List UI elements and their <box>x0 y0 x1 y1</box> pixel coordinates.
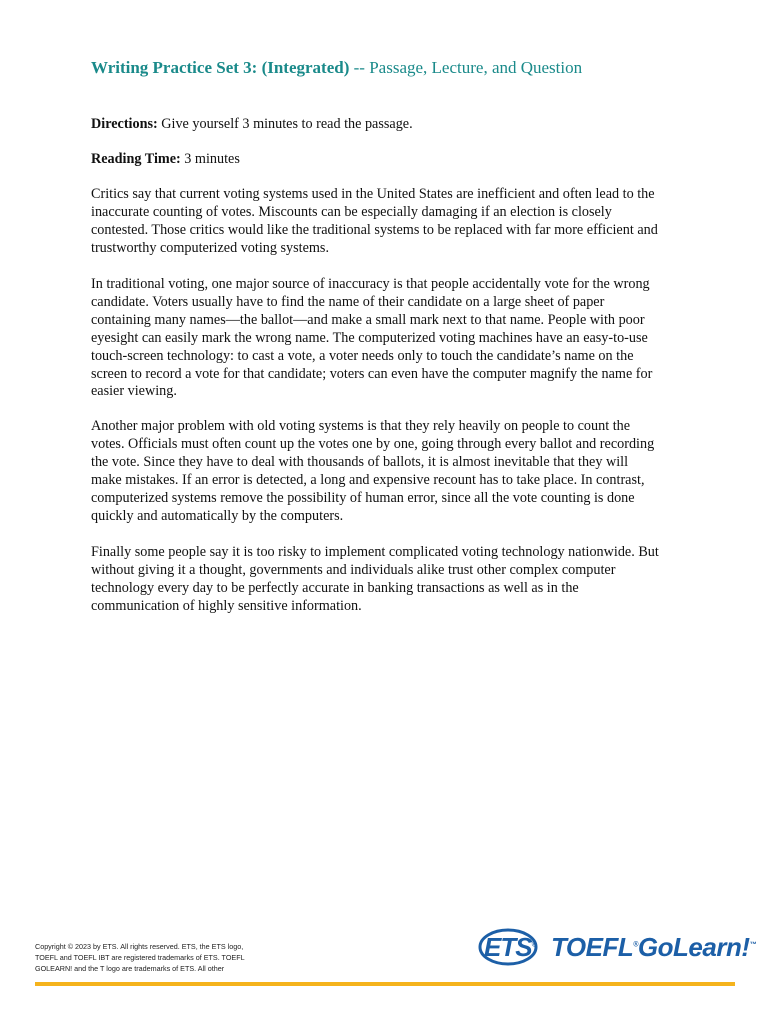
copyright-notice <box>35 941 285 974</box>
page-title <box>91 58 711 78</box>
title-bold: Writing Practice Set 3: (Integrated) <box>91 58 350 77</box>
copyright-line: Copyright © 2023 by ETS. All rights reserved. ETS, the ETS logo, <box>35 942 244 951</box>
directions <box>91 116 659 134</box>
toefl-golearn-logo-text: TOEFL®GoLearn!™ <box>551 932 756 962</box>
reading-time-label: Reading Time: <box>91 151 181 167</box>
reading-time <box>91 151 659 169</box>
reading-time-text: 3 minutes <box>180 151 240 167</box>
copyright-line: GOLEARN! and the T logo are trademarks of ETS. All other <box>35 964 225 973</box>
ets-toefl-golearn-logo <box>478 922 756 976</box>
title-rest: -- Passage, Lecture, and Question <box>349 58 583 77</box>
passage-paragraph-4: Finally some people say it is too risky to implement complicated voting technology nationwide. But without giving it a thought, governments and individuals alike trust other complex computer technology every day to be perfectly accurate in banking transactions as well as in the communication of highly sensitive information. <box>91 544 659 614</box>
ets-logo-text: ETS® <box>484 932 536 962</box>
copyright-line: TOEFL and TOEFL IBT are registered trademarks of ETS. TOEFL <box>35 953 245 962</box>
directions-text: Give yourself 3 minutes to read the passage. <box>157 116 413 132</box>
footer-rule <box>35 982 735 986</box>
passage-paragraph-1: Critics say that current voting systems used in the United States are inefficient and often lead to the inaccurate counting of votes. Miscounts can be especially damaging if an election is closely contested. Those critics would like the traditional systems to be replaced with far more efficient and trustworthy computerized voting systems. <box>91 186 658 256</box>
passage-paragraph-3: Another major problem with old voting systems is that they rely heavily on people to count the votes. Officials must often count up the votes one by one, going through every ballot and recording the vote. Since they have to deal with thousands of ballots, it is almost inevitable that they will make mistakes. If an error is detected, a long and expensive recount has to take place. In contrast, computerized systems remove the possibility of human error, since all the vote counting is done quickly and automatically by the computers. <box>91 418 655 524</box>
passage-paragraph-2: In traditional voting, one major source of inaccuracy is that people accidentally vote for the wrong candidate. Voters usually have to find the name of their candidate on a large sheet of paper containing many names—the ballot—and make a small mark next to that name. People with poor eyesight can easily mark the wrong name. The computerized voting machines have an easy-to-use touch-screen technology: to cast a vote, a voter needs only to touch the candidate’s name on the screen to record a vote for that candidate; voters can even have the computer magnify the name for easier viewing. <box>91 276 653 400</box>
directions-label: Directions: <box>91 116 158 132</box>
